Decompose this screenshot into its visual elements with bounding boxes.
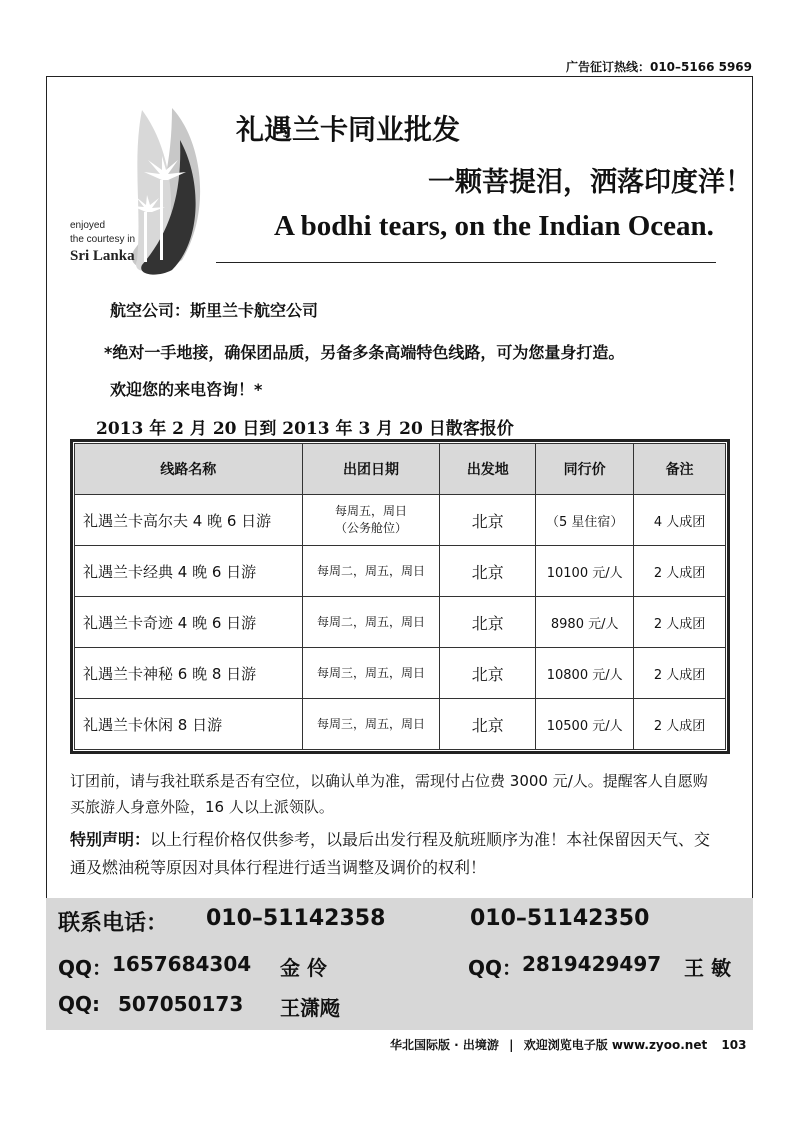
- contact-panel: [46, 898, 753, 1030]
- price-cell: （5 星住宿）: [536, 495, 634, 546]
- phone-number-2: 010–51142350: [470, 906, 650, 931]
- airline-line: 航空公司：斯里兰卡航空公司: [110, 301, 319, 320]
- sri-lanka-logo: [62, 100, 212, 275]
- dates-cell: [302, 495, 440, 546]
- phone-label: 联系电话：: [58, 911, 169, 936]
- promise-line: *绝对一手地接，确保团品质，另备多条高端特色线路，可为您量身打造。: [104, 343, 625, 362]
- dates-cell: 每周三，周五，周日: [302, 699, 440, 750]
- departure-cell: 北京: [440, 546, 536, 597]
- departure-cell: 北京: [440, 648, 536, 699]
- dates-cell: 每周二，周五，周日: [302, 597, 440, 648]
- note-cell: 2 人成团: [634, 699, 726, 750]
- page-number: 103: [721, 1038, 747, 1052]
- welcome-line: 欢迎您的来电咨询！*: [110, 380, 263, 399]
- header-route: 线路名称: [75, 444, 303, 495]
- footer-browse: 欢迎浏览电子版: [523, 1038, 608, 1052]
- contact-name-3: 王潇飏: [280, 996, 340, 1020]
- header-price: 同行价: [536, 444, 634, 495]
- header-note: 备注: [634, 444, 726, 495]
- qq-label-3: QQ:: [58, 992, 101, 1016]
- note-cell: 2 人成团: [634, 648, 726, 699]
- special-label: 特别声明：: [70, 830, 151, 849]
- divider: [216, 262, 716, 263]
- logo-brand: Sri Lanka: [70, 248, 135, 264]
- header-dates: 出团日期: [302, 444, 440, 495]
- table-row: [75, 648, 726, 699]
- route-cell: 礼遇兰卡经典 4 晚 6 日游: [75, 546, 303, 597]
- phone-number-1: 010–51142358: [206, 906, 386, 931]
- footer-separator: |: [509, 1038, 514, 1052]
- dates-line: 每周五，周日: [334, 504, 407, 518]
- logo-line2: the courtesy in: [70, 234, 136, 245]
- contact-name-2: 王 敏: [684, 956, 731, 980]
- qq-label-1: QQ：: [58, 956, 113, 980]
- booking-notice: 订团前，请与我社联系是否有空位，以确认单为准，需现付占位费 3000 元/人。提醒客人自愿购买旅游人身意外险，16 人以上派领队。: [70, 772, 708, 816]
- note-cell: 2 人成团: [634, 546, 726, 597]
- price-table-title: 2013 年 2 月 20 日到 2013 年 3 月 20 日散客报价: [96, 419, 514, 439]
- departure-cell: 北京: [440, 495, 536, 546]
- table-row: [75, 546, 726, 597]
- table-row: [75, 699, 726, 750]
- special-statement: [70, 826, 720, 882]
- dates-cell: 每周三，周五，周日: [302, 648, 440, 699]
- slogan-chinese: 一颗菩提泪，洒落印度洋！: [428, 167, 752, 198]
- route-cell: 礼遇兰卡高尔夫 4 晚 6 日游: [75, 495, 303, 546]
- note-cell: 2 人成团: [634, 597, 726, 648]
- footer-url[interactable]: www.zyoo.net: [611, 1038, 708, 1052]
- price-cell: 8980 元/人: [536, 597, 634, 648]
- headline: 礼遇兰卡同业批发: [236, 113, 461, 146]
- slogan-english: A bodhi tears, on the Indian Ocean.: [274, 210, 714, 242]
- qq-number-3: 507050173: [118, 992, 244, 1016]
- price-cell: 10500 元/人: [536, 699, 634, 750]
- route-cell: 礼遇兰卡神秘 6 晚 8 日游: [75, 648, 303, 699]
- logo-line1: enjoyed: [70, 220, 106, 231]
- qq-number-2: 2819429497: [522, 952, 662, 976]
- table-header-row: [75, 444, 726, 495]
- dates-cell: 每周二，周五，周日: [302, 546, 440, 597]
- route-cell: 礼遇兰卡休闲 8 日游: [75, 699, 303, 750]
- departure-cell: 北京: [440, 597, 536, 648]
- note-cell: 4 人成团: [634, 495, 726, 546]
- table-row: [75, 495, 726, 546]
- route-cell: 礼遇兰卡奇迹 4 晚 6 日游: [75, 597, 303, 648]
- page-footer: [390, 1036, 746, 1053]
- departure-cell: 北京: [440, 699, 536, 750]
- ad-hotline: 广告征订热线：010–5166 5969: [565, 60, 752, 74]
- header-departure: 出发地: [440, 444, 536, 495]
- table-row: [75, 597, 726, 648]
- special-text: 以上行程价格仅供参考，以最后出发行程及航班顺序为准！本社保留因天气、交通及燃油税等原因对具体行程进行适当调整及调价的权利！: [70, 830, 711, 877]
- price-cell: 10100 元/人: [536, 546, 634, 597]
- price-table: [74, 443, 726, 750]
- qq-label-2: QQ：: [468, 956, 523, 980]
- qq-number-1: 1657684304: [112, 952, 252, 976]
- dates-subline: （公务舱位）: [334, 521, 407, 535]
- contact-name-1: 金 伶: [280, 956, 327, 980]
- price-cell: 10800 元/人: [536, 648, 634, 699]
- footer-edition: 华北国际版 · 出境游: [390, 1038, 499, 1052]
